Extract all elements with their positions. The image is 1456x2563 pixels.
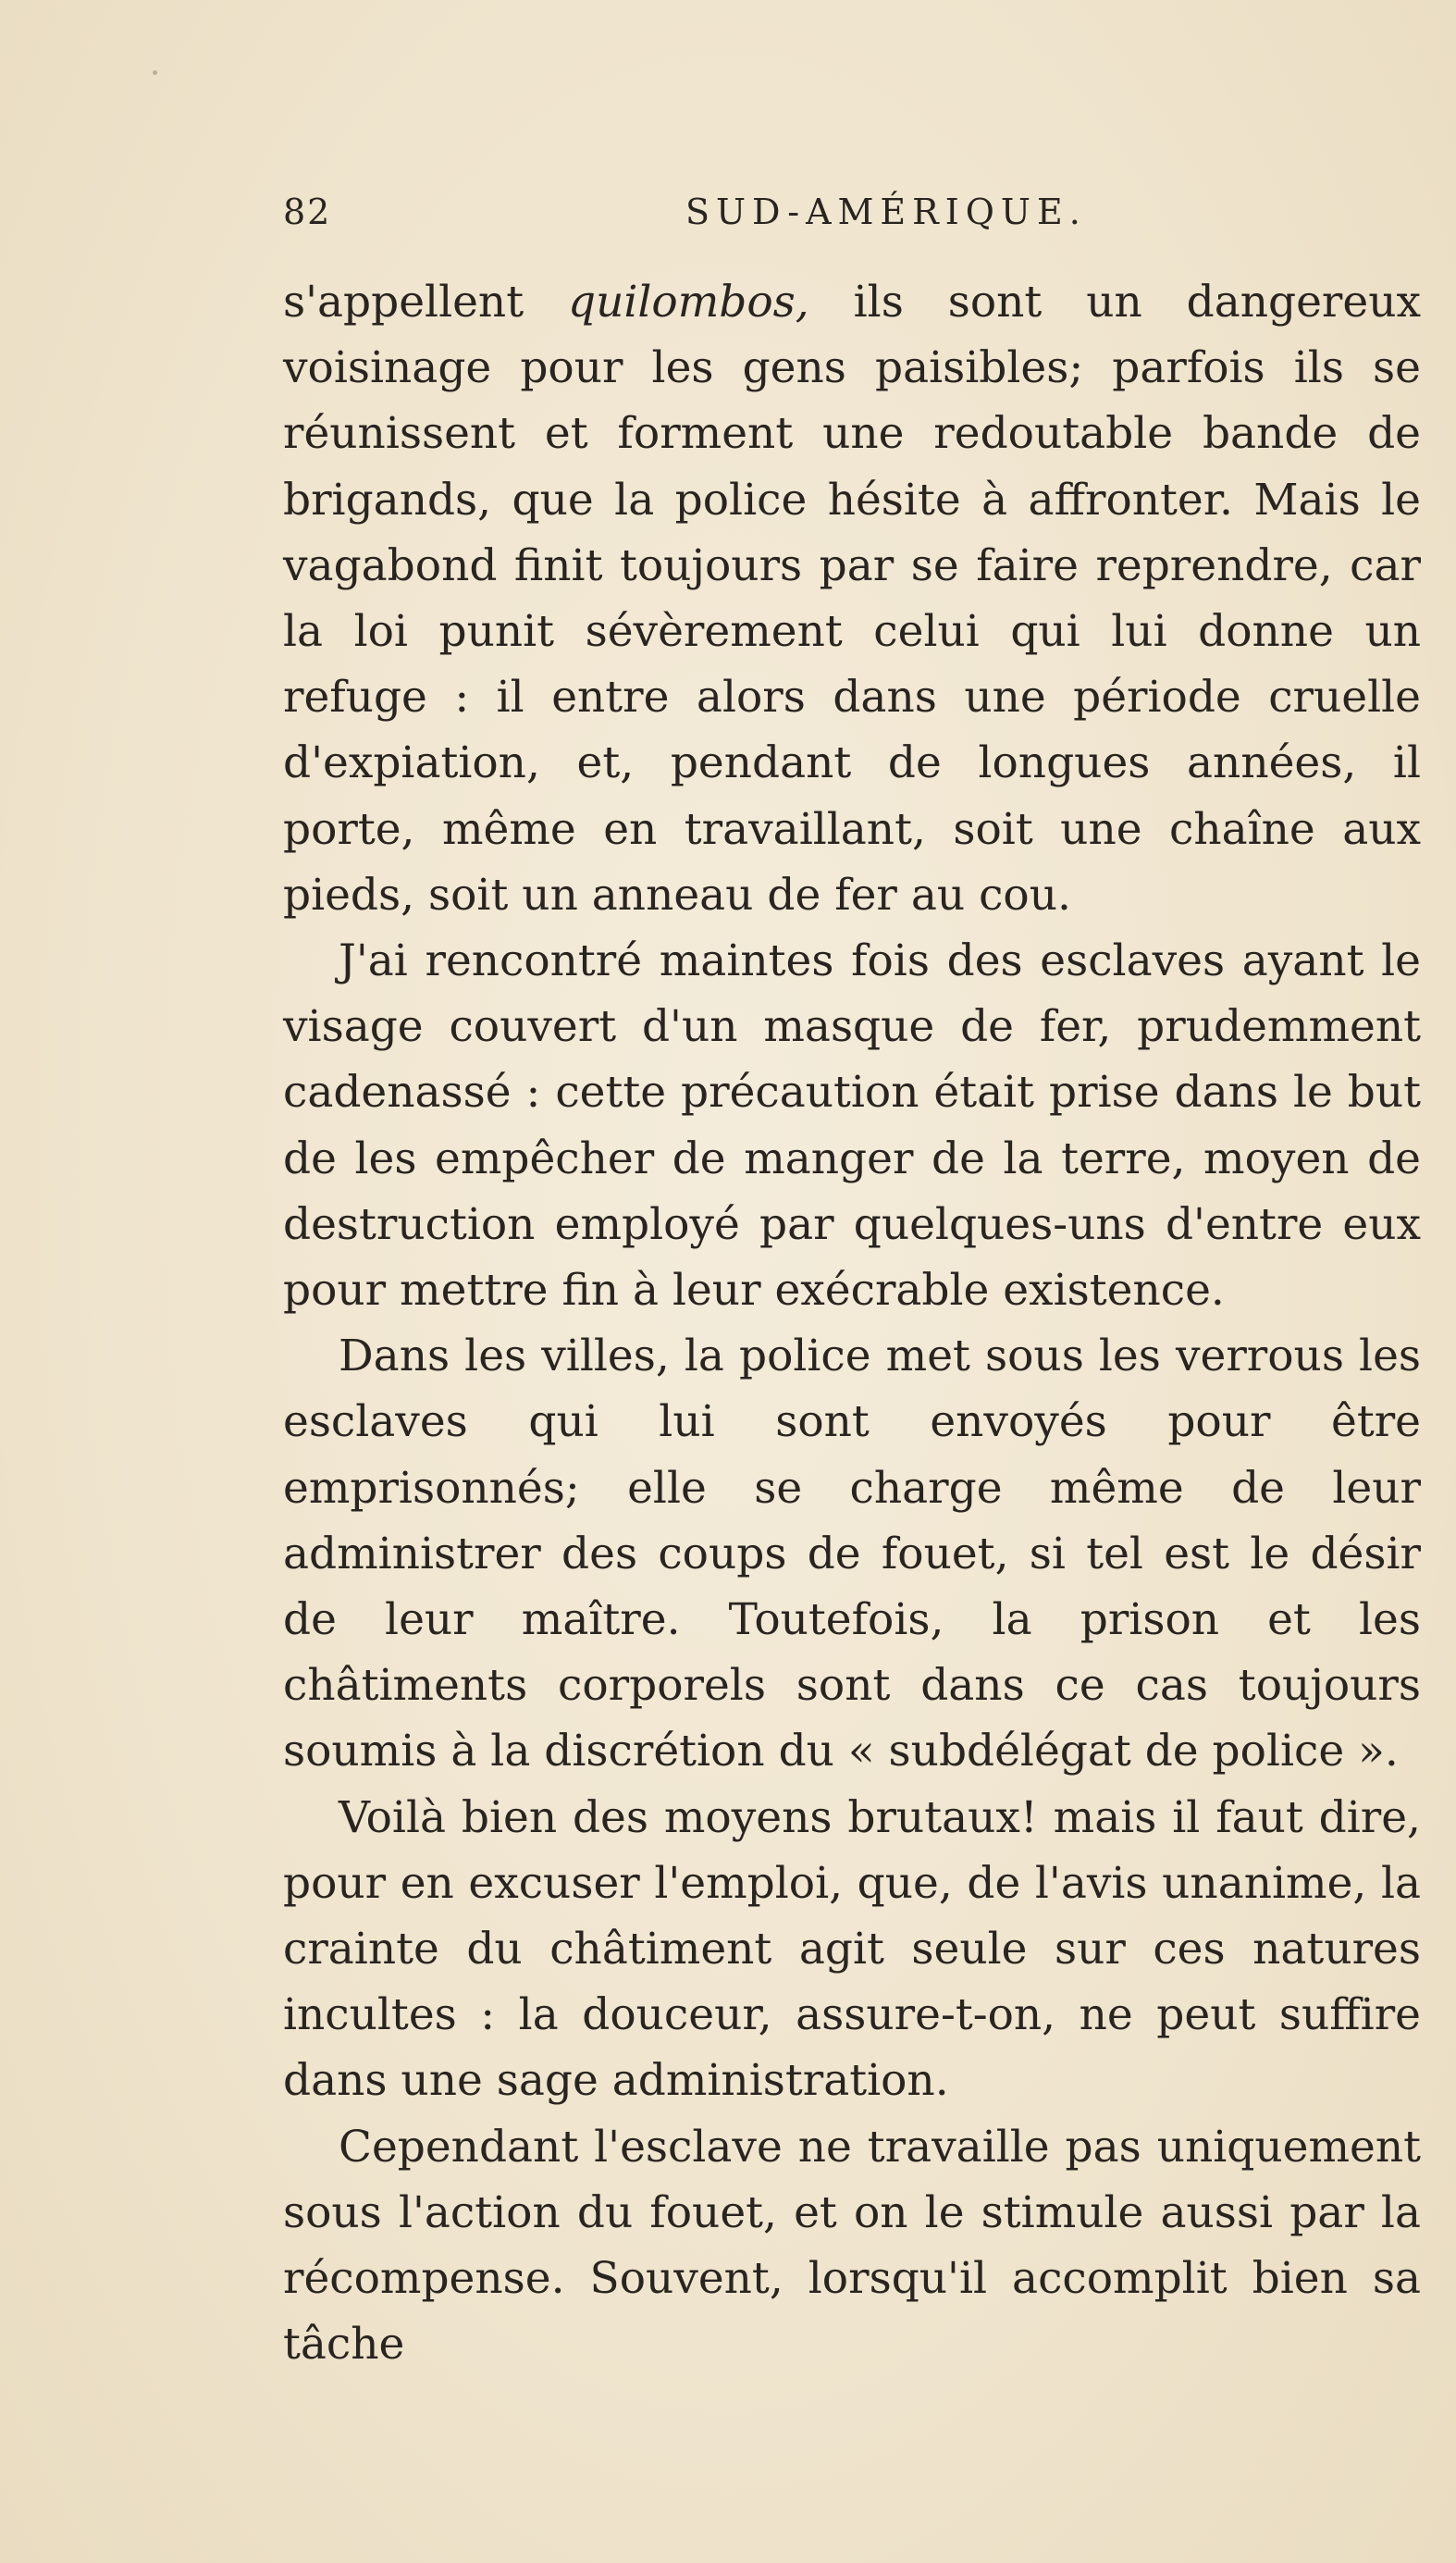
running-title: SUD-AMÉRIQUE. [685, 192, 1087, 232]
page-number: 82 [283, 192, 332, 232]
paragraph-4: Voilà bien des moyens brutaux! mais il faut dire, pour en excuser l'emploi, que, de l'avis unanime, la crainte du châtiment agit seule sur ces natures incultes : la douceur, assure-t-on, ne peut suffire dans une sage administration. [283, 1791, 1421, 2107]
paragraph-3: Dans les villes, la police met sous les verrous les esclaves qui lui sont envoyés pour être emprisonnés; elle se charge même de leur administrer des coups de fouet, si tel est le désir de leur maître. Toutefois, la prison et les châtiments corporels sont dans ce cas toujours soumis à la discrétion du « subdélégat de police ». [283, 1331, 1421, 1777]
paragraph-1 [283, 269, 1421, 928]
body-text [283, 269, 1421, 2378]
paper-speck [153, 70, 157, 75]
paragraph-1-start: s'appellent [283, 277, 568, 328]
italic-term: quilombos, [568, 277, 809, 328]
paragraph-1-rest: ils sont un dangereux voisinage pour les gens paisibles; parfois ils se réunissent et forment une redoutable bande de brigands, que la police hésite à affronter. Mais le vagabond finit toujours par se faire reprendre, car la loi punit sévèrement celui qui lui donne un refuge : il entre alors dans une période cruelle d'expiation, et, pendant de longues années, il porte, même en travaillant, soit une chaîne aux pieds, soit un anneau de fer au cou. [283, 277, 1421, 921]
paragraph-5: Cependant l'esclave ne travaille pas uniquement sous l'action du fouet, et on le stimule aussi par la récompense. Souvent, lorsqu'il accomplit bien sa tâche [283, 2121, 1421, 2371]
book-page [283, 180, 1421, 2378]
page-header [283, 180, 1421, 236]
paragraph-2: J'ai rencontré maintes fois des esclaves ayant le visage couvert d'un masque de fer, prudemment cadenassé : cette précaution était prise dans le but de les empêcher de manger de la terre, moyen de destruction employé par quelques-uns d'entre eux pour mettre fin à leur exécrable existence. [283, 935, 1421, 1317]
